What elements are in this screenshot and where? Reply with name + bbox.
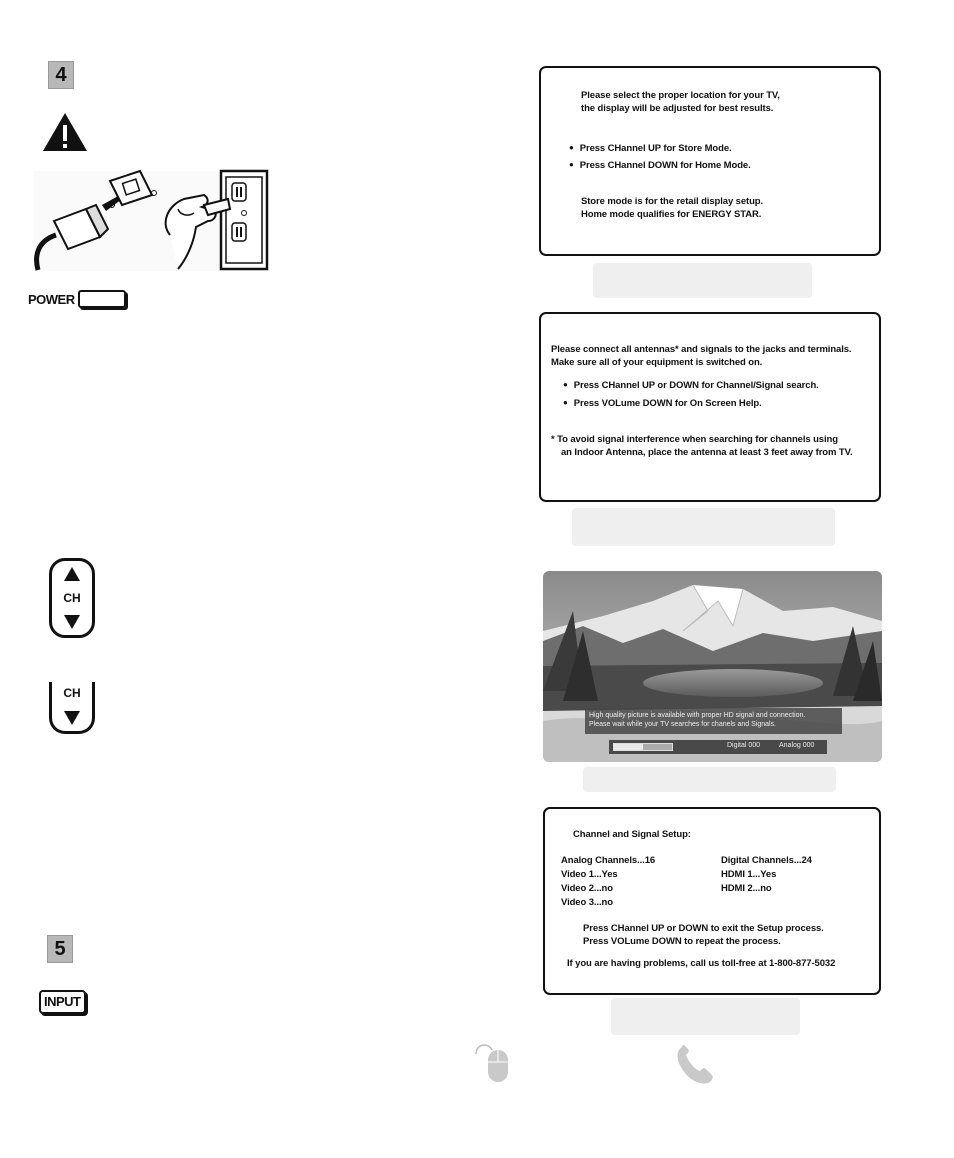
arrow-down-icon — [64, 711, 80, 725]
screen2-bullet1: ● Press CHannel UP or DOWN for Channel/Signal search. — [563, 380, 819, 391]
digital-channels: Digital Channels...24 — [721, 855, 812, 866]
setup-instruction2: Press VOLume DOWN to repeat the process. — [583, 936, 781, 947]
screen1-line2: the display will be adjusted for best results. — [581, 103, 774, 114]
hdmi1-status: HDMI 1...Yes — [721, 869, 777, 880]
caption-bar-4 — [611, 998, 800, 1035]
screen1-bullet2: ● Press CHannel DOWN for Home Mode. — [569, 160, 751, 171]
help-line: If you are having problems, call us toll-free at 1-800-877-5032 — [567, 958, 836, 969]
phone-icon — [676, 1043, 716, 1092]
step-4-badge — [48, 61, 74, 89]
screen2-footnote1: * To avoid signal interference when searching for channels using — [551, 434, 838, 445]
screen1-note2: Home mode qualifies for ENERGY STAR. — [581, 209, 762, 220]
warning-icon — [42, 112, 88, 157]
caption-bar-2 — [572, 508, 835, 546]
ch-key-label: CH — [63, 686, 81, 700]
search-message-line2: Please wait while your TV searches for chanels and Signals. — [589, 721, 777, 728]
setup-title: Channel and Signal Setup: — [573, 829, 691, 840]
digital-count: Digital 000 — [727, 742, 761, 749]
video2-status: Video 2...no — [561, 883, 613, 894]
ch-down-key — [49, 682, 95, 734]
step-number: 4 — [55, 63, 67, 86]
search-progress-fill — [614, 744, 643, 750]
screen2-footnote2: an Indoor Antenna, place the antenna at least 3 feet away from TV. — [561, 447, 853, 458]
screen1-bullet1: ● Press CHannel UP for Store Mode. — [569, 143, 732, 154]
screen-setup-summary — [543, 807, 881, 995]
hdmi2-status: HDMI 2...no — [721, 883, 772, 894]
screen-connect-antennas — [539, 312, 881, 502]
search-message-overlay — [585, 708, 842, 734]
power-button-outline — [78, 290, 126, 308]
screen2-bullet2: ● Press VOLume DOWN for On Screen Help. — [563, 398, 762, 409]
screen1-line1: Please select the proper location for your TV, — [581, 90, 780, 101]
power-key-label: POWER — [28, 291, 75, 307]
screen-location-select — [539, 66, 881, 256]
analog-count: Analog 000 — [779, 742, 815, 749]
ch-up-down-key — [49, 558, 95, 638]
screen-channel-search — [543, 571, 882, 762]
step-number: 5 — [54, 937, 66, 960]
search-status-bar — [609, 740, 827, 754]
arrow-up-icon — [64, 567, 80, 581]
power-key — [28, 290, 126, 308]
search-message-line1: High quality picture is available with proper HD signal and connection. — [589, 712, 806, 719]
setup-instruction1: Press CHannel UP or DOWN to exit the Setup process. — [583, 923, 824, 934]
arrow-down-icon — [64, 615, 80, 629]
screen1-note1: Store mode is for the retail display setup. — [581, 196, 764, 207]
input-key-label: INPUT — [44, 994, 81, 1009]
step-5-badge — [47, 935, 73, 963]
video3-status: Video 3...no — [561, 897, 613, 908]
mouse-icon — [474, 1040, 514, 1089]
caption-bar-1 — [593, 263, 812, 298]
ch-key-label: CH — [63, 591, 81, 605]
analog-channels: Analog Channels...16 — [561, 855, 656, 866]
screen2-line2: Make sure all of your equipment is switched on. — [551, 357, 763, 368]
search-progress-bar — [613, 743, 673, 751]
screen2-line1: Please connect all antennas* and signals to the jacks and terminals. — [551, 344, 852, 355]
input-key — [39, 990, 86, 1014]
power-plug-illustration — [28, 165, 273, 282]
video1-status: Video 1...Yes — [561, 869, 618, 880]
caption-bar-3 — [583, 767, 836, 792]
